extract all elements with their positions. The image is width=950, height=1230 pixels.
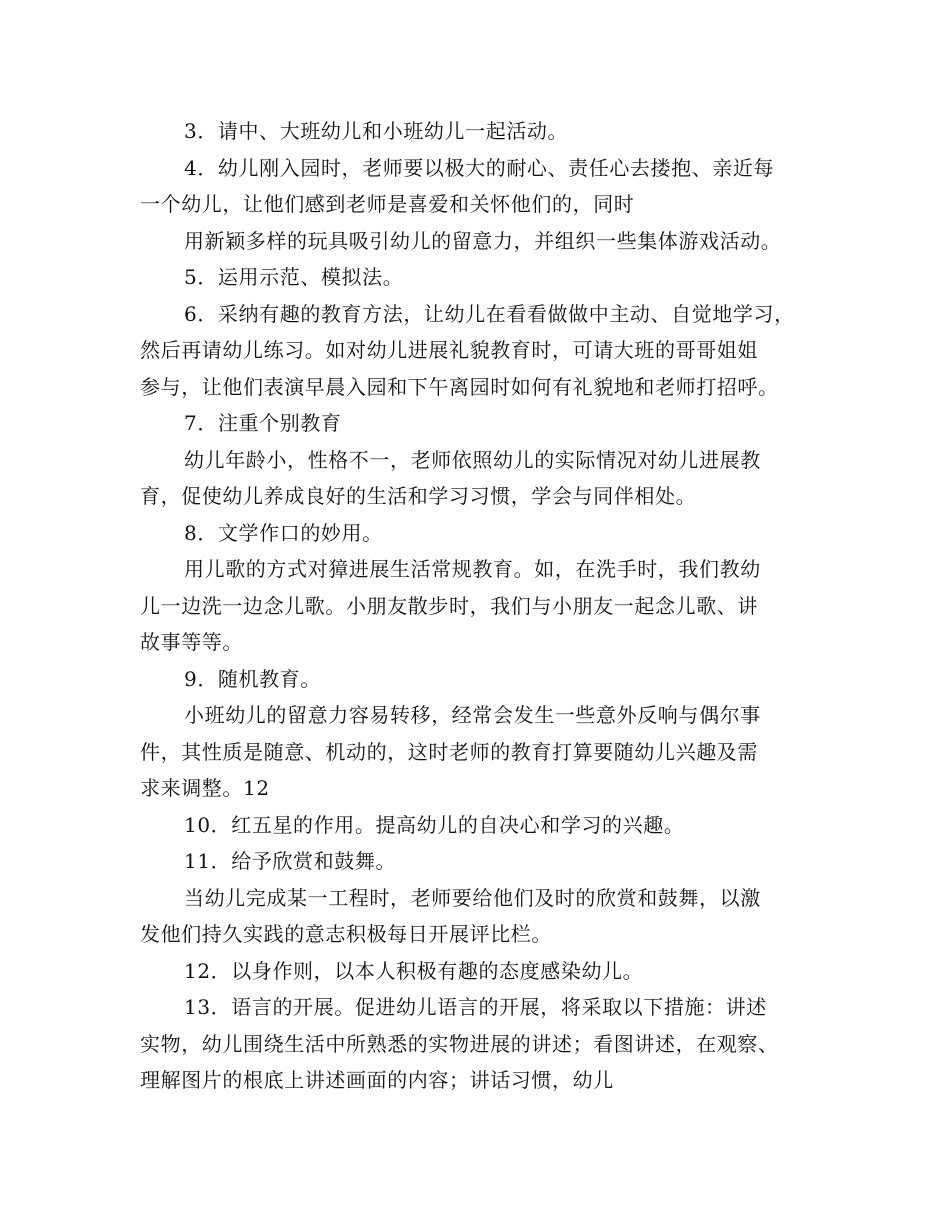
text-line: 13．语言的开展。促进幼儿语言的开展，将采取以下措施：讲述 <box>184 995 767 1019</box>
document-body <box>140 113 816 1099</box>
text-line: 用新颖多样的玩具吸引幼儿的留意力，并组织一些集体游戏活动。 <box>184 228 782 253</box>
text-line: 育，促使幼儿养成良好的生活和学习习惯，学会与同伴相处。 <box>140 484 697 508</box>
text-line: 幼儿年龄小，性格不一，老师依照幼儿的实际情况对幼儿进展教 <box>184 447 761 472</box>
text-line: 11．给予欣赏和鼓舞。 <box>184 849 397 873</box>
text-line: 一个幼儿，让他们感到老师是喜爱和关怀他们的，同时 <box>140 192 635 216</box>
text-line: 7．注重个别教育 <box>184 411 342 435</box>
text-line: 4．幼儿刚入园时，老师要以极大的耐心、责任心去搂抱、亲近每 <box>184 155 775 180</box>
text-line: 参与，让他们表演早晨入园和下午离园时如何有礼貌地和老师打招呼。 <box>140 374 779 399</box>
text-line: 8．文学作口的妙用。 <box>184 520 383 545</box>
text-line: 5．运用示范、模拟法。 <box>184 265 404 289</box>
text-line: 件，其性质是随意、机动的，这时老师的教育打算要随幼儿兴趣及需 <box>140 739 758 764</box>
text-line: 6．采纳有趣的教育方法，让幼儿在看看做做中主动、自觉地学习， <box>184 301 795 326</box>
text-line: 3．请中、大班幼儿和小班幼儿一起活动。 <box>184 119 569 143</box>
text-line: 用儿歌的方式对獐进展生活常规教育。如，在洗手时，我们教幼 <box>184 557 761 581</box>
text-line: 12．以身作则，以本人积极有趣的态度感染幼儿。 <box>184 958 644 983</box>
text-line: 发他们持久实践的意志积极每日开展评比栏。 <box>140 922 552 946</box>
text-line: 当幼儿完成某一工程时，老师要给他们及时的欣赏和鼓舞，以激 <box>184 885 761 910</box>
text-line: 然后再请幼儿练习。如对幼儿进展礼貌教育时，可请大班的哥哥姐姐 <box>140 338 758 362</box>
text-line: 实物，幼儿围绕生活中所熟悉的实物进展的讲述；看图讲述，在观察、 <box>140 1031 779 1056</box>
text-line: 小班幼儿的留意力容易转移，经常会发生一些意外反响与偶尔事 <box>184 703 761 727</box>
text-line: 10．红五星的作用。提高幼儿的自决心和学习的兴趣。 <box>184 812 685 837</box>
text-line: 儿一边洗一边念儿歌。小朋友散步时，我们与小朋友一起念儿歌、讲 <box>140 593 758 618</box>
text-line: 理解图片的根底上讲述画面的内容；讲话习惯，幼儿 <box>140 1068 614 1092</box>
text-line: 故事等等。 <box>140 630 243 654</box>
text-line: 9．随机教育。 <box>184 666 321 691</box>
text-line: 求来调整。12 <box>140 776 270 800</box>
